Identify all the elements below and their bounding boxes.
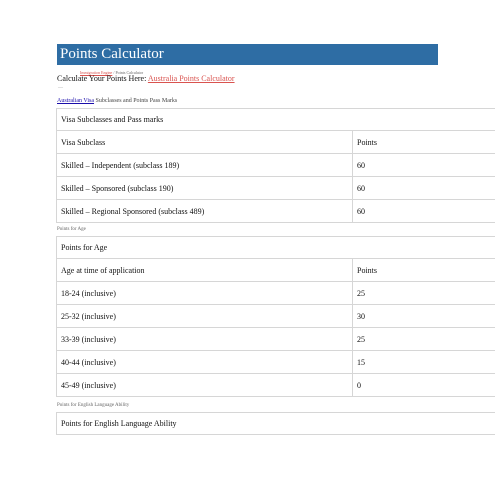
cell-visa-subclass: Skilled – Independent (subclass 189): [57, 154, 353, 177]
table-row: [57, 282, 495, 305]
cell-age-range: 45-49 (inclusive): [57, 374, 353, 397]
cell-age-range: 18-24 (inclusive): [57, 282, 353, 305]
breadcrumb-current: Points Calculator: [115, 70, 144, 75]
english-table-title: Points for English Language Ability: [57, 413, 495, 435]
table-row: [57, 177, 495, 200]
table-row: [57, 374, 495, 397]
english-points-table: [56, 412, 495, 435]
australian-visa-link[interactable]: Australian Visa: [57, 98, 95, 104]
column-header-points: Points: [353, 131, 495, 154]
cell-points: 60: [353, 200, 495, 223]
table-header-row: [57, 259, 495, 282]
table-row: [57, 200, 495, 223]
cell-visa-subclass: Skilled – Sponsored (subclass 190): [57, 177, 353, 200]
table-header-row: [57, 131, 495, 154]
cell-age-range: 40-44 (inclusive): [57, 351, 353, 374]
calculator-prompt-text: Calculate Your Points Here:: [57, 74, 147, 83]
table-row: [57, 351, 495, 374]
cell-points: 30: [353, 305, 495, 328]
column-header-points: Points: [353, 259, 495, 282]
cell-points: 60: [353, 154, 495, 177]
divider-dash: —: [58, 86, 63, 91]
visa-intro-line: [57, 97, 177, 105]
cell-points: 25: [353, 328, 495, 351]
column-header-visa-subclass: Visa Subclass: [57, 131, 353, 154]
table-title-row: [57, 413, 495, 435]
column-header-age: Age at time of application: [57, 259, 353, 282]
page-title: Points Calculator: [57, 44, 438, 65]
calculator-link[interactable]: Australia Points Calculator: [147, 74, 235, 83]
table-title-row: [57, 237, 495, 259]
english-caption: Points for English Language Ability: [57, 403, 130, 408]
cell-points: 25: [353, 282, 495, 305]
table-title-row: [57, 109, 495, 131]
breadcrumb-separator: /: [113, 70, 115, 75]
age-points-table: [56, 236, 495, 397]
visa-intro-text: Subclasses and Points Pass Marks: [95, 98, 178, 104]
cell-points: 15: [353, 351, 495, 374]
age-table-title: Points for Age: [57, 237, 495, 259]
table-row: [57, 305, 495, 328]
calculator-prompt: [57, 74, 235, 84]
visa-subclass-table: [56, 108, 495, 223]
breadcrumb-link-home[interactable]: Immigration Engine: [80, 70, 113, 75]
table-row: [57, 154, 495, 177]
cell-visa-subclass: Skilled – Regional Sponsored (subclass 489): [57, 200, 353, 223]
cell-points: 0: [353, 374, 495, 397]
visa-table-title: Visa Subclasses and Pass marks: [57, 109, 495, 131]
cell-points: 60: [353, 177, 495, 200]
cell-age-range: 25-32 (inclusive): [57, 305, 353, 328]
cell-age-range: 33-39 (inclusive): [57, 328, 353, 351]
age-caption: Points for Age: [57, 227, 86, 232]
table-row: [57, 328, 495, 351]
